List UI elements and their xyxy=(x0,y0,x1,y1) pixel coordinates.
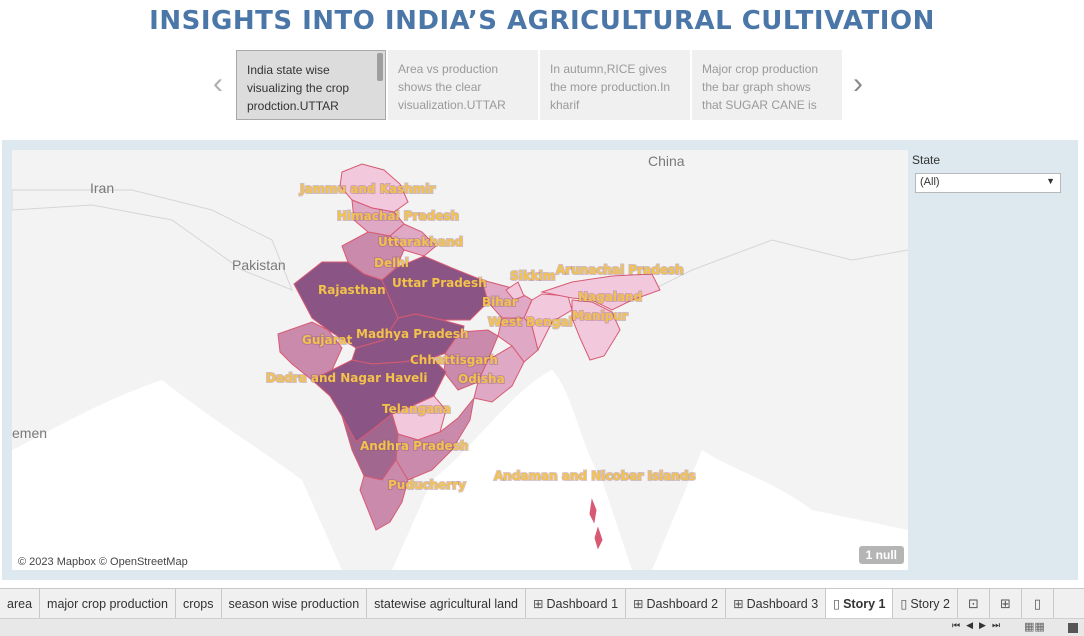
map-panel xyxy=(2,140,1078,580)
tab-label: Dashboard 2 xyxy=(646,597,719,611)
label-odisha: Odisha xyxy=(458,372,505,386)
dashboard-icon: ⊞ xyxy=(532,597,544,611)
tab-label: Story 1 xyxy=(843,597,886,611)
label-gujarat: Gujarat xyxy=(302,333,353,347)
new-story-icon[interactable]: ▯ xyxy=(1022,589,1054,619)
label-madhya-pradesh: Madhya Pradesh xyxy=(356,327,469,341)
india-map[interactable] xyxy=(12,150,908,570)
story-next-arrow-icon[interactable]: › xyxy=(853,67,863,100)
story-icon: ▯ xyxy=(900,597,908,611)
tab-label: Dashboard 3 xyxy=(746,597,819,611)
story-point-1-text: India state wise visualizing the crop prodction.UTTAR xyxy=(247,63,350,113)
label-manipur: Manipur xyxy=(572,309,628,323)
tab-major-crop-production[interactable] xyxy=(40,589,176,619)
tab-label: statewise agricultural land xyxy=(374,597,518,611)
label-arunachal-pradesh: Arunachal Pradesh xyxy=(556,263,684,277)
label-himachal-pradesh: Himachal Pradesh xyxy=(337,209,460,223)
geo-label-yemen: emen xyxy=(12,425,48,441)
story-prev-arrow-icon[interactable]: ‹ xyxy=(213,67,223,100)
tab-story-1[interactable] xyxy=(826,589,893,619)
tab-area[interactable] xyxy=(0,589,40,619)
label-uttar-pradesh: Uttar Pradesh xyxy=(392,276,487,290)
sheet-tab-bar xyxy=(0,588,1084,618)
tab-story-2[interactable] xyxy=(893,589,958,619)
story-point-4-text: Major crop production the bar graph shows that SUGAR CANE is xyxy=(702,62,819,112)
label-andhra-pradesh: Andhra Pradesh xyxy=(360,439,469,453)
tab-label: season wise production xyxy=(228,597,360,611)
map-copyright[interactable]: © 2023 Mapbox © OpenStreetMap xyxy=(18,556,188,568)
sheet-navigation-icons[interactable]: ⏮◀▶⏭ xyxy=(952,620,1007,630)
new-dashboard-icon[interactable]: ⊞ xyxy=(990,589,1022,619)
map-canvas[interactable] xyxy=(12,150,908,570)
label-puducherry: Puducherry xyxy=(388,478,466,492)
geo-label-china: China xyxy=(648,153,685,169)
tab-label: area xyxy=(7,597,33,611)
page-title: INSIGHTS INTO INDIA’S AGRICULTURAL CULTIVATION xyxy=(149,6,935,36)
filmstrip-view-icon[interactable] xyxy=(1068,623,1078,633)
null-indicator-badge[interactable]: 1 null xyxy=(859,546,904,564)
tab-season-wise-production[interactable] xyxy=(222,589,368,619)
state-filter-value: (All) xyxy=(920,176,940,188)
geo-label-pakistan: Pakistan xyxy=(232,257,286,273)
story-point-scrollbar[interactable] xyxy=(377,53,383,81)
story-icon: ▯ xyxy=(833,597,841,611)
tab-dashboard-1[interactable] xyxy=(526,589,626,619)
tab-label: crops xyxy=(182,597,214,611)
dashboard-icon: ⊞ xyxy=(733,597,744,611)
story-point-2-text: Area vs production shows the clear visualization.UTTAR xyxy=(398,62,506,112)
label-chhattisgarh: Chhattisgarh xyxy=(410,353,498,367)
tab-dashboard-3[interactable] xyxy=(726,589,826,619)
label-rajasthan: Rajasthan xyxy=(318,283,386,297)
story-point-3-text: In autumn,RICE gives the more production.In kharif xyxy=(550,62,671,112)
tab-statewise-agricultural-land[interactable] xyxy=(367,589,526,619)
state-filter-label: State xyxy=(912,153,941,167)
label-andaman-nicobar: Andaman and Nicobar Islands xyxy=(494,469,696,483)
label-sikkim: Sikkim xyxy=(510,269,556,283)
label-jammu-kashmir: Jammu and Kashmir xyxy=(300,182,436,196)
sheet-sorter-icon[interactable]: ▦▦ xyxy=(1024,621,1045,633)
label-telangana: Telangana xyxy=(382,402,451,416)
story-point-2[interactable] xyxy=(388,50,538,120)
tab-dashboard-2[interactable] xyxy=(626,589,726,619)
tab-crops[interactable] xyxy=(176,589,222,619)
chevron-down-icon: ▼ xyxy=(1046,176,1055,186)
state-filter-dropdown[interactable] xyxy=(915,173,1061,193)
story-point-1[interactable] xyxy=(236,50,386,120)
label-delhi: Delhi xyxy=(374,256,409,270)
new-worksheet-icon[interactable]: ⊡ xyxy=(958,589,990,619)
story-point-3[interactable] xyxy=(540,50,690,120)
label-west-bengal: West Bengal xyxy=(488,315,573,329)
geo-label-iran: Iran xyxy=(90,180,115,196)
status-bar xyxy=(0,618,1084,636)
dashboard-icon: ⊞ xyxy=(633,597,644,611)
label-dadra-nagar-haveli: Dadra and Nagar Haveli xyxy=(266,371,428,385)
tab-label: Story 2 xyxy=(910,597,950,611)
tab-label: major crop production xyxy=(47,597,168,611)
story-point-4[interactable] xyxy=(692,50,842,120)
label-bihar: Bihar xyxy=(482,295,518,309)
label-uttarakhand: Uttarakhand xyxy=(378,235,464,249)
label-nagaland: Nagaland xyxy=(578,290,643,304)
tab-label: Dashboard 1 xyxy=(546,597,619,611)
